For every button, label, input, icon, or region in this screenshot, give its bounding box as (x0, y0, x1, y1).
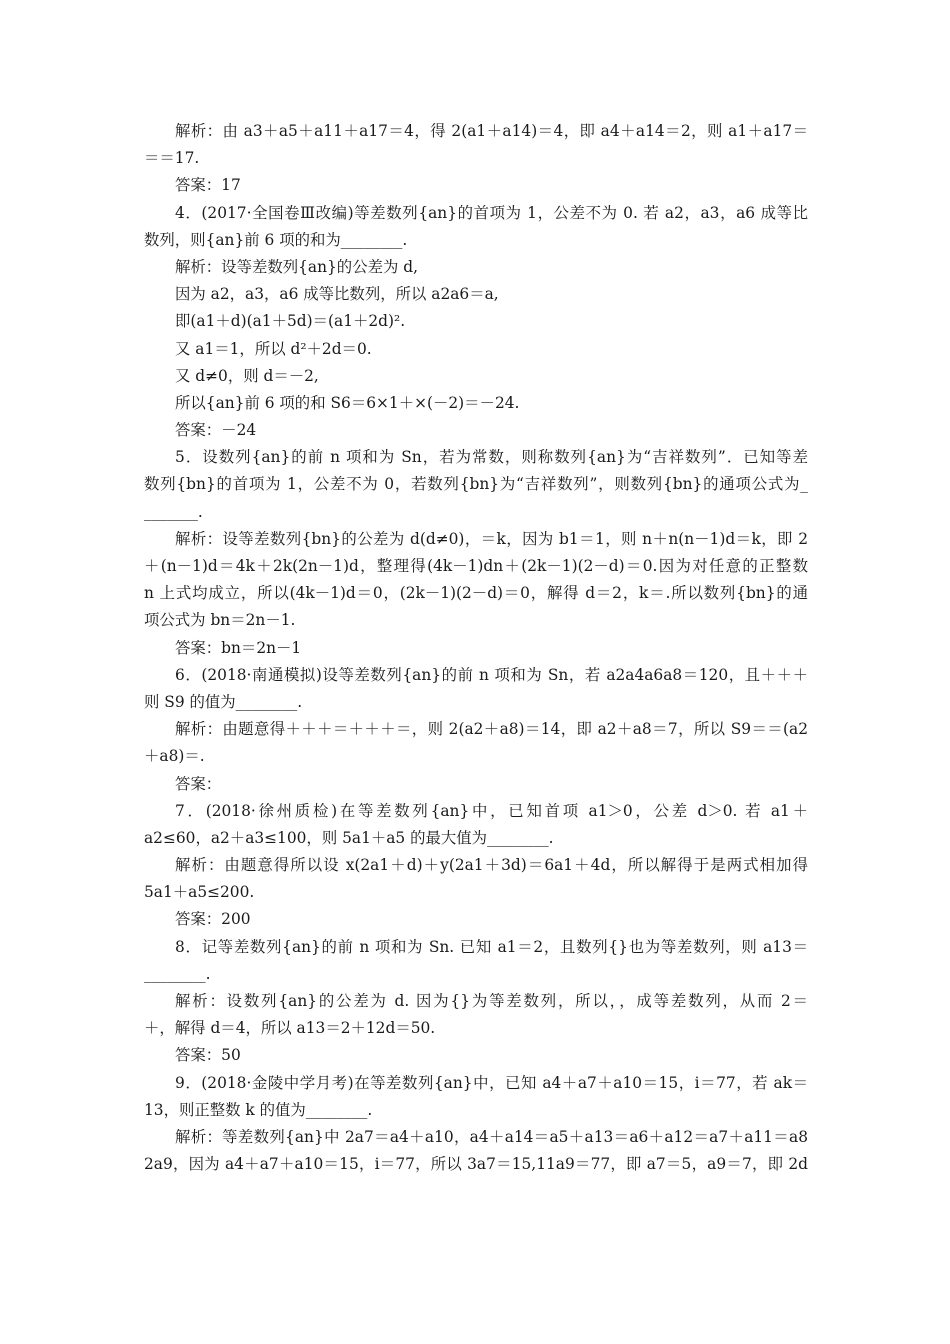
text-line: 即(a1＋d)(a1＋5d)＝(a1＋2d)². (175, 312, 406, 331)
text-line: 又 a1＝1，所以 d²＋2d＝0. (175, 339, 372, 358)
text-line: 解析：由 a3＋a5＋a11＋a17＝4，得 2(a1＋a14)＝4，即 a4＋a14＝2，则 a1＋a17＝ (175, 122, 808, 140)
text-line: 解析：由题意得所以设 x(2a1＋d)＋y(2a1＋3d)＝6a1＋4d，所以解得于是两式相加得 (175, 856, 808, 875)
text-line: n 上式均成立，所以(4k－1)d＝0，(2k－1)(2－d)＝0，解得 d＝2，k＝.所以数列{bn}的通 (144, 584, 808, 603)
text-line: 答案：17 (175, 176, 241, 195)
text-line: ________. (144, 964, 211, 983)
text-line: 解析：设等差数列{bn}的公差为 d(d≠0)，＝k，因为 b1＝1，则 n＋n(n－1)d＝k，即 2 (175, 529, 808, 548)
text-line: 8．记等差数列{an}的前 n 项和为 Sn. 已知 a1＝2，且数列{}也为等差数列，则 a13＝ (175, 937, 808, 956)
document-body (144, 118, 808, 1178)
text-line: 4．(2017·全国卷Ⅲ改编)等差数列{an}的首项为 1，公差不为 0. 若 a2，a3，a6 成等比 (175, 203, 808, 222)
text-line: 13，则正整数 k 的值为________. (144, 1100, 373, 1119)
text-line: 答案：50 (175, 1046, 241, 1065)
text-line: 则 S9 的值为________. (144, 692, 303, 711)
text-line: 7．(2018·徐州质检)在等差数列{an}中，已知首项 a1＞0，公差 d＞0. 若 a1＋ (175, 801, 808, 820)
text-line: 5．设数列{an}的前 n 项和为 Sn，若为常数，则称数列{an}为“吉祥数列”．已知等差 (175, 448, 808, 467)
text-line: ＝＝17. (144, 149, 200, 168)
text-line: 答案：－24 (175, 421, 257, 440)
text-line: ＋(n－1)d＝4k＋2k(2n－1)d，整理得(4k－1)dn＋(2k－1)(2－d)＝0.因为对任意的正整数 (144, 557, 808, 575)
text-line: _______. (144, 502, 203, 521)
text-line: ＋a8)＝. (144, 747, 205, 766)
text-line: 解析：设等差数列{an}的公差为 d, (175, 257, 418, 276)
text-line: 项公式为 bn＝2n－1. (144, 611, 296, 630)
text-line: 答案：bn＝2n－1 (175, 638, 302, 657)
text-line: 答案： (175, 774, 222, 793)
text-line: 解析：由题意得＋＋＋＝＋＋＋＝，则 2(a2＋a8)＝14，即 a2＋a8＝7，所以 S9＝＝(a2 (175, 720, 808, 739)
text-line: a2≤60，a2＋a3≤100，则 5a1＋a5 的最大值为________. (144, 828, 554, 847)
text-line: 数列{bn}的首项为 1，公差不为 0，若数列{bn}为“吉祥数列”，则数列{bn}的通项公式为_ (144, 475, 808, 494)
text-line: 数列，则{an}前 6 项的和为________. (144, 230, 408, 249)
text-line: 解析：等差数列{an}中 2a7＝a4＋a10，a4＋a14＝a5＋a13＝a6＋a12＝a7＋a11＝a8 (175, 1127, 808, 1146)
text-line: 2a9，因为 a4＋a7＋a10＝15，i＝77，所以 3a7＝15,11a9＝77，即 a7＝5，a9＝7，即 2d (144, 1155, 808, 1174)
text-line: 解析：设数列{an}的公差为 d. 因为{}为等差数列，所以，，成等差数列，从而 2＝ (175, 992, 808, 1010)
text-line: 所以{an}前 6 项的和 S6＝6×1＋×(－2)＝－24. (175, 393, 520, 412)
text-line: 5a1＋a5≤200. (144, 883, 255, 902)
text-line: ＋，解得 d＝4，所以 a13＝2＋12d＝50. (144, 1019, 436, 1038)
text-line: 因为 a2，a3，a6 成等比数列，所以 a2a6＝a, (175, 285, 499, 304)
text-line: 又 d≠0，则 d＝－2, (175, 366, 319, 385)
text-line: 答案：200 (175, 910, 251, 929)
text-line: 9．(2018·金陵中学月考)在等差数列{an}中，已知 a4＋a7＋a10＝15，i＝77，若 ak＝ (175, 1073, 808, 1092)
text-line: 6．(2018·南通模拟)设等差数列{an}的前 n 项和为 Sn，若 a2a4a6a8＝120，且＋＋＋ (175, 665, 808, 684)
